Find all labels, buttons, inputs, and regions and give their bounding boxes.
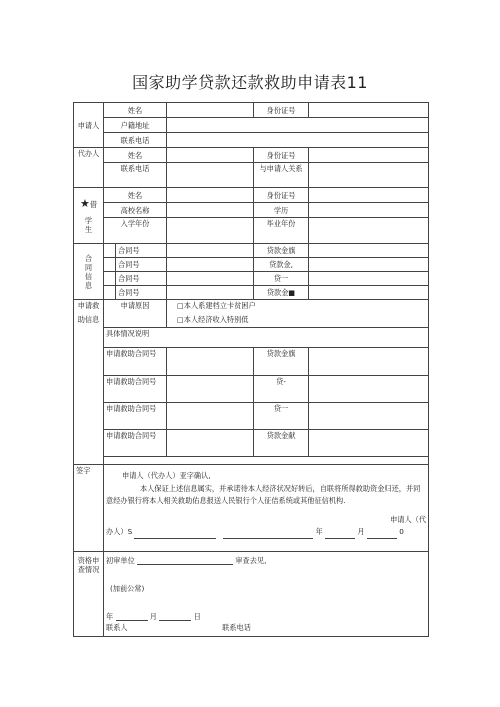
- student-degree-field[interactable]: [309, 203, 429, 218]
- loan-amount-field[interactable]: [309, 272, 429, 286]
- application-form: [73, 102, 429, 637]
- sign-month-field[interactable]: [325, 530, 355, 539]
- contract-no-field[interactable]: [167, 286, 254, 300]
- option-low-income[interactable]: □本人经济收入特别低: [177, 315, 249, 324]
- applicant-phone-label: 联系电话: [104, 133, 167, 148]
- signature-field-2[interactable]: [223, 530, 313, 539]
- relief-amount-label: 贷款金献: [254, 430, 309, 457]
- agent-phone-label: 联系电话: [104, 163, 167, 188]
- signature-declaration: [104, 465, 429, 552]
- page-title: 国家助学贷款还款救助申请表11: [132, 73, 368, 92]
- loan-amount-label: 贷一: [254, 272, 309, 286]
- student-degree-label: 学历: [254, 203, 309, 218]
- student-section-label: ★借 学 生: [74, 188, 104, 244]
- option-poverty-household[interactable]: □本人系建档立卡贫困户: [177, 301, 256, 310]
- relief-reason-options: [167, 300, 429, 328]
- student-name-field[interactable]: [167, 188, 254, 203]
- relief-contract-field[interactable]: [167, 430, 254, 457]
- relief-amount-label: 贷-: [254, 376, 309, 403]
- student-name-label: 姓名: [104, 188, 167, 203]
- student-school-field[interactable]: [167, 203, 254, 218]
- applicant-id-field[interactable]: [309, 103, 429, 118]
- student-school-label: 高校名称: [104, 203, 167, 218]
- loan-amount-field[interactable]: [309, 258, 429, 272]
- relief-amount-field[interactable]: [309, 430, 429, 457]
- student-enroll-label: 入学年份: [104, 218, 167, 244]
- official-seal-label: (加前公常): [110, 584, 145, 593]
- contract-no-label: 合同号: [116, 272, 167, 286]
- agent-id-field[interactable]: [309, 148, 429, 163]
- applicant-name-field[interactable]: [167, 103, 254, 118]
- relief-section-label: 申请救 助信息: [74, 300, 104, 465]
- review-content: [104, 552, 429, 637]
- relief-contract-label: 申请救助合同号: [104, 403, 167, 430]
- declaration-text: 本人保证上述信息属实，并承诺待本人经济状况好转后，自联将所得救助资金归还，并同意经办银行将本人相关救助佑息报送人民银行个人征佶系统或其他征信机构.: [106, 483, 421, 506]
- relief-amount-field[interactable]: [309, 348, 429, 376]
- review-unit-field[interactable]: [137, 556, 233, 565]
- relief-contract-field[interactable]: [167, 403, 254, 430]
- relief-amount-field[interactable]: [309, 376, 429, 403]
- relief-amount-field[interactable]: [309, 403, 429, 430]
- applicant-signature-label: 申请人（代: [390, 514, 427, 524]
- agent-section-label: 代办人: [74, 148, 104, 188]
- student-grad-field[interactable]: [309, 218, 429, 244]
- agent-phone-field[interactable]: [167, 163, 254, 188]
- agent-id-label: 身份证号: [254, 148, 309, 163]
- applicant-section-label: 申请人: [74, 103, 104, 148]
- relief-detail-label: 具体情况说明: [104, 328, 429, 348]
- contract-no-label: 合同号: [116, 258, 167, 272]
- loan-amount-label: 贷款金■: [254, 286, 309, 300]
- relief-reason-label: 申请原因: [104, 300, 167, 328]
- applicant-id-label: 身份证号: [254, 103, 309, 118]
- relief-amount-label: 贷款金旗: [254, 348, 309, 376]
- contract-no-field[interactable]: [167, 258, 254, 272]
- applicant-household-field[interactable]: [167, 118, 429, 133]
- loan-amount-label: 贷款金,: [254, 258, 309, 272]
- contract-no-label: 合同号: [116, 244, 167, 258]
- review-month-field[interactable]: [116, 612, 148, 621]
- relief-contract-label: 申请救助合同号: [104, 376, 167, 403]
- relief-amount-label: 贷一: [254, 403, 309, 430]
- review-contact-line: 联系人 联系电话: [106, 623, 251, 632]
- signature-field[interactable]: [134, 530, 216, 539]
- loan-amount-field[interactable]: [309, 286, 429, 300]
- student-grad-label: 毕业年份: [254, 218, 309, 244]
- sign-day-field[interactable]: [367, 530, 397, 539]
- agent-relation-label: 与申请人关系: [254, 163, 309, 188]
- signature-section-label: 签字: [74, 465, 104, 552]
- student-id-field[interactable]: [309, 188, 429, 203]
- relief-contract-field[interactable]: [167, 376, 254, 403]
- contract-no-label: 合同号: [116, 286, 167, 300]
- relief-contract-field[interactable]: [167, 348, 254, 376]
- agent-name-label: 姓名: [104, 148, 167, 163]
- student-id-label: 身份证号: [254, 188, 309, 203]
- review-section-label: 资格申 查情况: [74, 552, 104, 637]
- applicant-household-label: 户籍地址: [104, 118, 167, 133]
- review-date-line: 年 月 日: [106, 612, 201, 621]
- loan-amount-label: 贷款金旗: [254, 244, 309, 258]
- applicant-name-label: 姓名: [104, 103, 167, 118]
- loan-amount-field[interactable]: [309, 244, 429, 258]
- review-unit-line: 初审单位 审查去见,: [106, 556, 267, 565]
- review-day-field[interactable]: [159, 612, 191, 621]
- relief-contract-label: 申请救助合同号: [104, 348, 167, 376]
- signature-confirm-text: 申请人（代办人）亚字确认,: [122, 471, 211, 480]
- signature-line: 办人）S 年 月 0: [106, 526, 426, 539]
- agent-name-field[interactable]: [167, 148, 254, 163]
- relief-contract-label: 申请救助合同号: [104, 430, 167, 457]
- contract-section-label: 合 同 信 息: [74, 244, 104, 300]
- agent-relation-field[interactable]: [309, 163, 429, 188]
- student-enroll-field[interactable]: [167, 218, 254, 244]
- contract-no-field[interactable]: [167, 244, 254, 258]
- star-icon: ★: [79, 196, 90, 210]
- contract-no-field[interactable]: [167, 272, 254, 286]
- applicant-phone-field[interactable]: [167, 133, 429, 148]
